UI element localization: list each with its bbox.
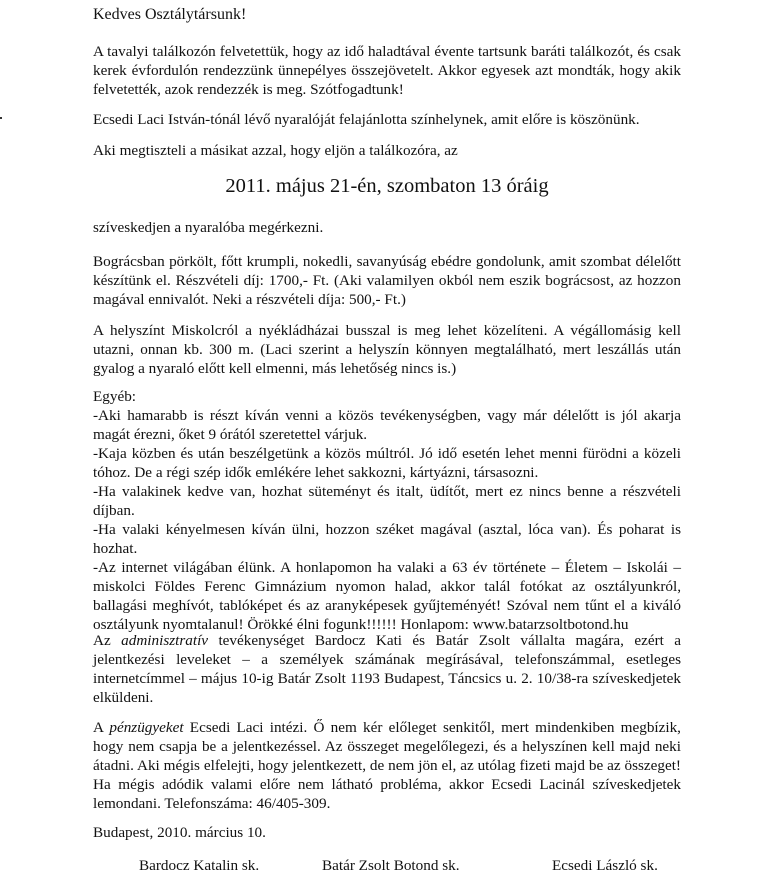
signature-ecsedi: Ecsedi László sk. <box>552 857 658 874</box>
other-heading: Egyéb: <box>93 388 137 405</box>
arrival-paragraph: szíveskedjen a nyaralóba megérkezni. <box>93 219 324 236</box>
menu-paragraph: Bográcsban pörkölt, főtt krumpli, nokedli, savanyúság ebédre gondolunk, amit szombat délelőtt készítünk el. Részvételi díj: 1700,- Ft. (Aki valamilyen okból nem eszik bográcsost, az hozzon magával ennivalót. Neki a részvételi díja: 500,- Ft.) <box>93 253 681 308</box>
finance-emphasis: pénzügyeket <box>109 719 184 736</box>
other-item: -Az internet világában élünk. A honlapomon ha valaki a 63 év története – Életem – Iskolái – miskolci Földes Ferenc Gimnázium nyomon halad, akkor talál fotókat az osztályunkról, ballagási meghívót, tablóképet és az aranyképesek gyűjteményét! Szóval nem tűnt el a kiváló osztályunk nyomtalanul! Örökké élni fogunk!!!!!! Honlapom: www.batarzsoltbotond.hu <box>93 559 681 633</box>
admin-pre: Az <box>93 632 122 649</box>
admin-paragraph <box>93 631 681 707</box>
greeting: Kedves Osztálytársunk! <box>93 6 247 23</box>
other-item: -Kaja közben és után beszélgetünk a közös múltról. Jó idő esetén lehet menni fürödni a közeli tóhoz. De a régi szép idők emlékére lehet sakkozni, kártyázni, társasozni. <box>93 445 681 481</box>
invitation-lead: Aki megtiszteli a másikat azzal, hogy eljön a találkozóra, az <box>93 142 458 159</box>
finance-pre: A <box>93 719 110 736</box>
venue-paragraph: Ecsedi Laci István-tónál lévő nyaralóját felajánlotta színhelynek, amit előre is köszönünk. <box>93 111 640 128</box>
other-item: -Ha valaki kényelmesen kíván ülni, hozzon széket magával (asztal, lóca van). És poharat is hozhat. <box>93 521 681 557</box>
other-item: -Aki hamarabb is részt kíván venni a közös tevékenységben, vagy már délelőtt is jól akarja magát érezni, őket 9 órától szeretettel várjuk. <box>93 407 681 443</box>
directions-paragraph: A helyszínt Miskolcról a nyékládházai busszal is meg lehet közelíteni. A végállomásig kell utazni, onnan kb. 300 m. (Laci szerint a helyszín könnyen megtalálható, mert leszállás után gyalog a nyaraló előtt kell elmenni, más lehetőség nincs is.) <box>93 322 681 377</box>
signature-batar: Batár Zsolt Botond sk. <box>322 857 460 874</box>
date-place: Budapest, 2010. március 10. <box>93 824 266 841</box>
other-item: -Ha valakinek kedve van, hozhat süteményt és italt, üdítőt, mert ez nincs benne a részvételi díjban. <box>93 483 681 519</box>
signature-bardocz: Bardocz Katalin sk. <box>139 857 260 874</box>
other-section <box>93 387 681 634</box>
event-date-headline: 2011. május 21-én, szombaton 13 óráig <box>225 175 549 197</box>
intro-paragraph: A tavalyi találkozón felvetettük, hogy az idő haladtával évente tartsunk baráti találkozót, és csak kerek évfordulón rendezzünk ünnepélyes összejövetelt. Akkor egyesek azt mondták, hogy akik felvetették, azok rendezzék is meg. Szótfogadtunk! <box>93 43 681 98</box>
admin-post: tevékenységet Bardocz Kati és Batár Zsolt vállalta magára, ezért a jelentkezési leveleket – a személyek számának megírásával, telefonszámmal, esetleges internetcímmel – május 10-ig Batár Zsolt 1193 Budapest, Táncsics u. 2. 10/38-ra szíveskedjetek elküldeni. <box>93 632 682 706</box>
finance-paragraph <box>93 718 681 813</box>
finance-post: Ecsedi Laci intézi. Ő nem kér előleget senkitől, mert mindenkiben megbízik, hogy nem csapja be a jelentkezéssel. Az összeget megelőlegezi, és a helyszínen kell majd neki átadni. Aki mégis elfelejti, hogy jelentkezett, de nem jön el, az utólag fizeti majd be az összeget! Ha mégis adódik valami előre nem látható probléma, akkor Ecsedi Lacinál szíveskedjetek lemondani. Telefonszáma: 46/405-309. <box>93 719 681 812</box>
stray-mark <box>0 117 2 119</box>
admin-emphasis: adminisztratív <box>121 632 209 649</box>
